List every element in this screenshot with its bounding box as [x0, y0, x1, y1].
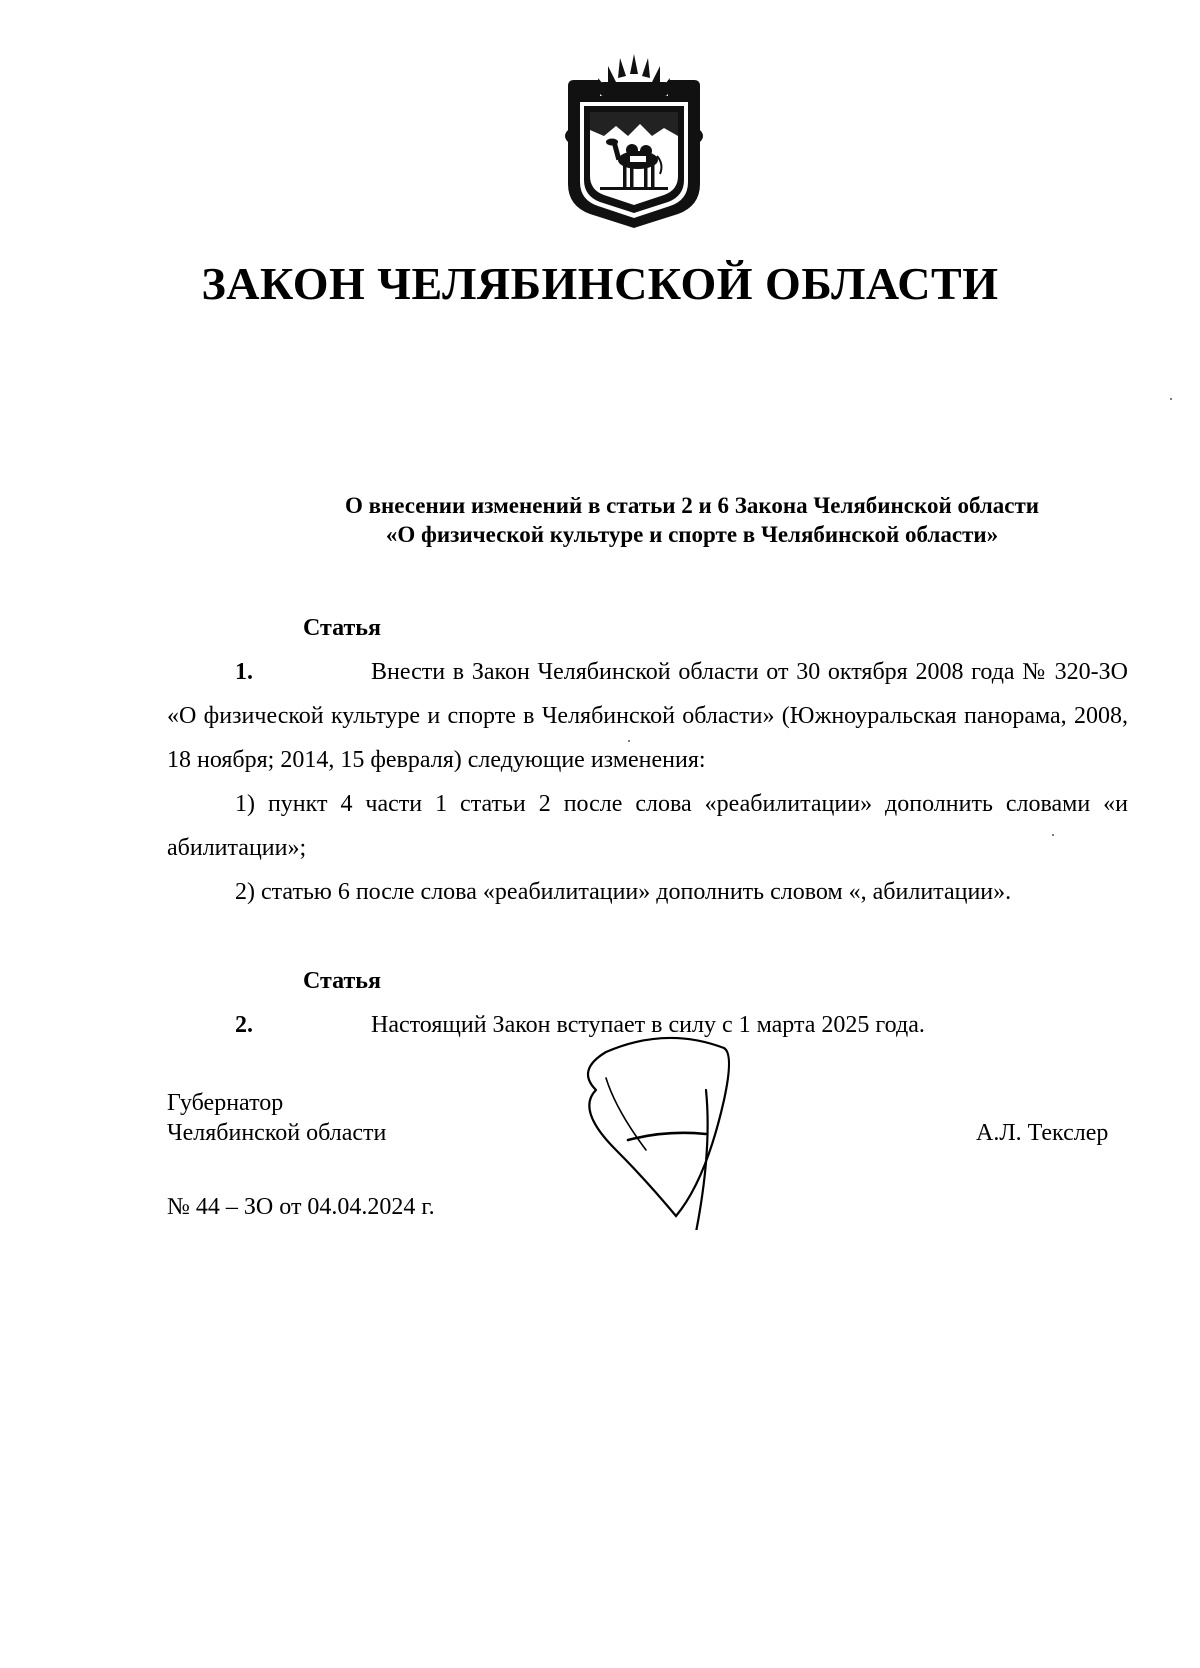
document-subject: [238, 491, 1146, 549]
signer-position-line-1: Губернатор: [167, 1090, 284, 1116]
signer-position: [167, 1088, 386, 1148]
coat-of-arms-icon: [560, 52, 708, 232]
handwritten-signature-icon: [556, 1030, 776, 1230]
article-1-item-2: 2) статью 6 после слова «реабилитации» дополнить словом «, абилитации».: [235, 879, 1012, 905]
scan-speck: [1170, 398, 1172, 400]
article-2-label: Статья 2.: [235, 968, 381, 1038]
article-1-text: Внести в Закон Челябинской области от 30 октября 2008 года № 320-ЗО «О физической культуре и спорте в Челябинской области» (Южноуральская панорама, 2008, 18 ноября; 2014, 15 февраля) следующие изменения:: [167, 659, 1128, 773]
scan-speck: [628, 740, 630, 742]
subject-line-2: «О физической культуре и спорте в Челябинской области»: [385, 522, 999, 547]
article-1-paragraph: [167, 606, 1128, 782]
article-2-text: Настоящий Закон вступает в силу с 1 марта 2025 года.: [371, 1012, 925, 1038]
scan-speck: [1052, 834, 1054, 836]
article-1-label: Статья 1.: [235, 615, 381, 685]
document-number-date: № 44 – ЗО от 04.04.2024 г.: [167, 1194, 435, 1220]
signer-position-line-2: Челябинской области: [167, 1120, 387, 1146]
article-1: [167, 606, 1128, 914]
document-title: ЗАКОН ЧЕЛЯБИНСКОЙ ОБЛАСТИ: [201, 258, 999, 309]
subject-line-1: О внесении изменений в статьи 2 и 6 Закона Челябинской области: [344, 493, 1040, 518]
article-1-item-1: 1) пункт 4 части 1 статьи 2 после слова «реабилитации» дополнить словами «и абилитации»;: [167, 791, 1128, 861]
signer-name: А.Л. Текслер: [976, 1120, 1109, 1146]
